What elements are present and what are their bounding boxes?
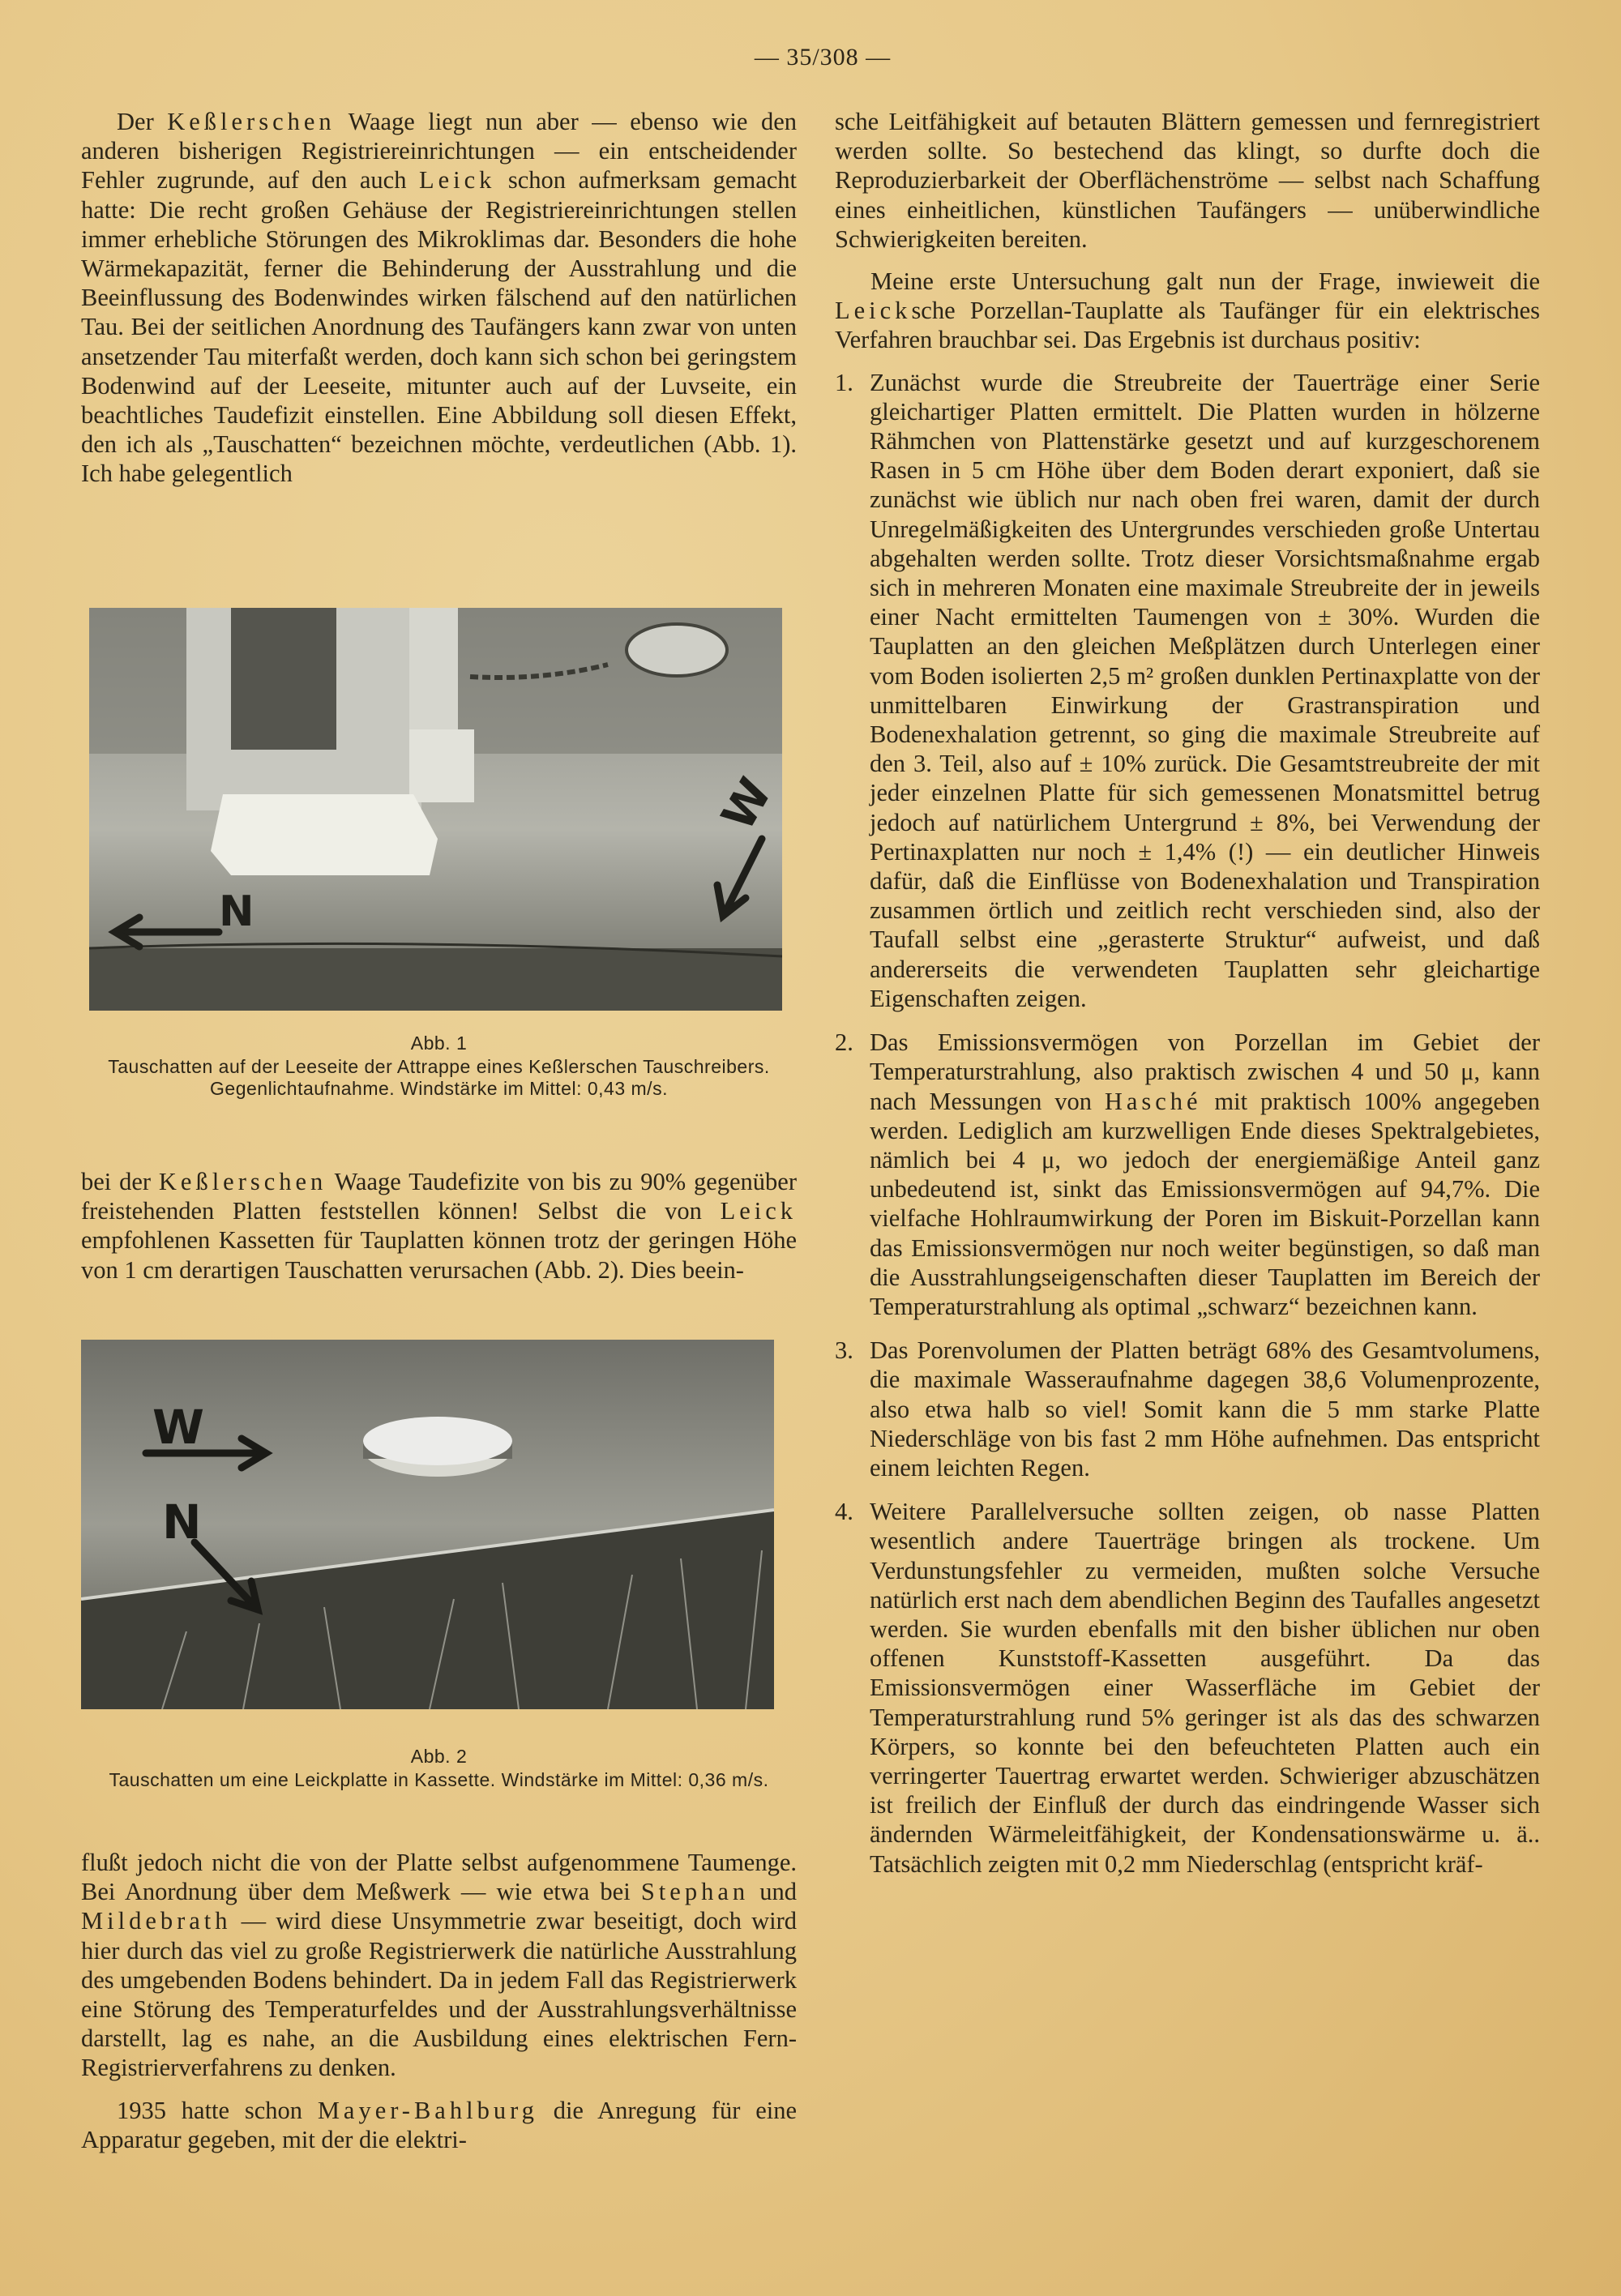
author-name: Mayer-Bahlburg xyxy=(317,2096,538,2124)
left-column-bottom xyxy=(81,1848,797,2167)
author-name: Leick xyxy=(835,297,912,325)
paragraph: 1935 hatte schon Mayer-Bahlburg die Anregung für eine Apparatur gegeben, mit der die elektri- xyxy=(81,2096,797,2153)
figure-2-label: Abb. 2 xyxy=(410,1746,468,1767)
author-name: Keßlerschen xyxy=(167,108,336,135)
right-column xyxy=(835,107,1540,1893)
figure-1-label: Abb. 1 xyxy=(410,1033,468,1054)
figure-2-letter-w: W xyxy=(152,1400,204,1455)
list-number: 4. xyxy=(835,1498,853,1526)
author-name: Stephan xyxy=(640,1878,750,1906)
figure-2-caption xyxy=(81,1746,797,1791)
left-column-top xyxy=(81,107,797,502)
list-number: 1. xyxy=(835,368,853,396)
page-number: — 35/308 — xyxy=(754,44,892,71)
numbered-list xyxy=(835,368,1540,1879)
figure-2-caption-text: Tauschatten um eine Leickplatte in Kassette. Windstärke im Mittel: 0,36 m/s. xyxy=(109,1769,769,1790)
author-name: Hasché xyxy=(1104,1087,1202,1115)
figure-1-illustration xyxy=(89,608,782,1011)
list-item: 1. Zunächst wurde die Streubreite der Tauerträge einer Serie gleichartiger Platten ermittelt. Die Platten wurden in hölzerne Rähmchen von Plattenstärke gesetzt und auf kurzgeschorenem Rasen in 5 cm Höhe über dem Boden derart exponiert, daß sie zunächst wie üblich nur nach oben frei waren, damit der durch Unregelmäßigkeiten des Untergrundes verschieden große Untertau abgehalten werden sollte. Trotz dieser Vorsichtsmaßnahme ergab sich in mehreren Monaten eine maximale Streubreite der in jeweils einer Nacht ermittelten Taumengen von ± 30%. Wurden die Tauplatten an den gleichen Meßplätzen durch Unterlegen einer vom Boden isolierten 2,5 m² großen dunklen Pertinaxplatte von der unmittelbaren Einwirkung der Grastranspiration und Bodenexhalation getrennt, so ging die maximale Streubreite auf den 3. Teil, also auf ± 10% zurück. Die Gesamtstreubreite der mit jeder einzelnen Platte für sich gemessenen Monatsmittel betrug jedoch auf natürlichem Untergrund ± 8%, bei Verwendung der Pertinaxplatten nur noch ± 1,4% (!) — ein deutlicher Hinweis dafür, daß die Einflüsse von Bodenexhalation und Transpiration zusammen örtlich und zeitlich recht verschieden sind, also der Taufall selbst eine „gerasterte Struktur“ aufweist, und daß andererseits die verwendeten Tauplatten sehr gleichartige Eigenschaften zeigen. xyxy=(835,368,1540,1012)
paragraph: Der Keßlerschen Waage liegt nun aber — ebenso wie den anderen bisherigen Registriereinrichtungen — ein entscheidender Fehler zugrunde, auf den auch Leick schon aufmerksam gemacht hatte: Die recht großen Gehäuse der Registriereinrichtungen stellen immer erhebliche Störungen des Mikroklimas dar. Besonders die hohe Wärmekapazität, ferner die Behinderung der Ausstrahlung und die Beeinflussung des Bodenwindes wirken fälschend auf den natürlichen Tau. Bei der seitlichen Anordnung des Taufängers kann zwar von unten ansetzender Tau miterfaßt werden, doch kann sich schon bei geringstem Bodenwind auf der Leeseite, mitunter auch auf der Luvseite, ein beachtliches Taudefizit einstellen. Eine Abbildung soll diesen Effekt, den ich als „Tauschatten“ bezeichnen möchte, verdeutlichen (Abb. 1). Ich habe gelegentlich xyxy=(81,108,797,488)
figure-2-illustration xyxy=(81,1340,774,1709)
paragraph: flußt jedoch nicht die von der Platte selbst aufgenommene Taumenge. Bei Anordnung über dem Meßwerk — wie etwa bei Stephan und Mildebrath — wird diese Unsymmetrie zwar beseitigt, doch wird hier durch das viel zu große Registrierwerk die natürliche Ausstrahlung des umgebenden Bodens behindert. Da in jedem Fall das Registrierwerk eine Störung des Temperaturfeldes und der Ausstrahlungsverhältnisse darstellt, lag es nahe, an die Ausbildung eines elektrischen Fern-Registrierverfahrens zu denken. xyxy=(81,1849,798,2082)
list-item: 4. Weitere Parallelversuche sollten zeigen, ob nasse Platten wesentlich andere Tauerträge bringen als trockene. Um Verdunstungsfehler zu vermeiden, mußten solche Versuche natürlich erst nach dem abendlichen Beginn des Taufalles angesetzt werden. Sie wurden ebenfalls mit den bisher üblichen nur oben offenen Kunststoff-Kassetten ausgeführt. Da das Emissionsvermögen einer Wasserfläche im Gebiet der Temperaturstrahlung rund 5% geringer ist als das des schwarzen Körpers, so konnte bei den befeuchteten Platten auch ein verringerter Tauertrag erwartet werden. Schwieriger abzuschätzen ist freilich der Einfluß der durch das eindringende Wasser sich ändernden Wärmeleitfähigkeit, der Kondensationswärme u. ä.. Tatsächlich zeigten mit 0,2 mm Niederschlag (entspricht kräf- xyxy=(835,1498,1540,1878)
figure-1-caption-text: Tauschatten auf der Leeseite der Attrappe eines Keßlerschen Tauschreibers. Gegenlichtaufnahme. Windstärke im Mittel: 0,43 m/s. xyxy=(108,1056,770,1099)
list-number: 3. xyxy=(835,1336,853,1365)
paragraph: sche Leitfähigkeit auf betauten Blättern gemessen und fernregistriert werden sollte. So bestechend das klingt, so durfte doch die Reproduzierbarkeit der Oberflächenströme — selbst nach Schaffung eines einheitlichen, künstlichen Taufängers — unüberwindliche Schwierigkeiten bereiten. xyxy=(835,108,1540,253)
list-number: 2. xyxy=(835,1028,853,1057)
left-column-middle xyxy=(81,1167,797,1298)
figure-1-letter-w: W xyxy=(712,769,782,840)
figure-1-photo xyxy=(89,608,782,1011)
figure-2-photo xyxy=(81,1340,774,1709)
paragraph: Meine erste Untersuchung galt nun der Frage, inwieweit die Leicksche Porzellan-Tauplatte als Taufänger für ein elektrisches Verfahren brauchbar sei. Das Ergebnis ist durchaus positiv: xyxy=(835,267,1540,354)
list-item: 2. Das Emissionsvermögen von Porzellan im Gebiet der Temperaturstrahlung, also praktisch zwischen 4 und 50 μ, kann nach Messungen von Hasché mit praktisch 100% angegeben werden. Lediglich am kurzwelligen Ende dieses Spektralgebietes, nämlich bei 4 μ, wo jedoch der energiemäßige Anteil ganz unbedeutend ist, sinkt das Emissionsvermögen auf 94,7%. Die vielfache Hohlraumwirkung der Poren im Biskuit-Porzellan kann das Emissionsvermögen nur noch weiter begünstigen, so daß man die Ausstrahlungseigenschaften dieser Tauplatten im Bereich der Temperaturstrahlung als optimal „schwarz“ bezeichnen kann. xyxy=(835,1028,1540,1320)
author-name: Leick xyxy=(418,166,496,195)
figure-2-letter-n: N xyxy=(162,1494,202,1550)
figure-1-caption xyxy=(81,1033,797,1100)
author-name: Keßlerschen xyxy=(158,1168,327,1195)
author-name: Mildebrath xyxy=(81,1907,232,1935)
author-name: Leick xyxy=(720,1197,797,1225)
list-item: 3. Das Porenvolumen der Platten beträgt 68% des Gesamtvolumens, die maximale Wasseraufnahme dagegen 38,6 Volumenprozente, also etwa halb so viel! Somit kann die 5 mm starke Platte Niederschläge von bis fast 2 mm Höhe aufnehmen. Das entspricht einem leichten Regen. xyxy=(835,1336,1540,1481)
figure-1-letter-n: N xyxy=(219,887,254,936)
dew-shadow-area xyxy=(211,794,438,875)
paragraph: bei der Keßlerschen Waage Taudefizite von bis zu 90% gegenüber freistehenden Platten feststellen können! Selbst die von Leick empfohlenen Kassetten für Tauplatten können trotz der geringen Höhe von 1 cm derartigen Tauschatten verursachen (Abb. 2). Dies beein- xyxy=(81,1168,797,1284)
dew-catcher-dish xyxy=(627,624,727,676)
